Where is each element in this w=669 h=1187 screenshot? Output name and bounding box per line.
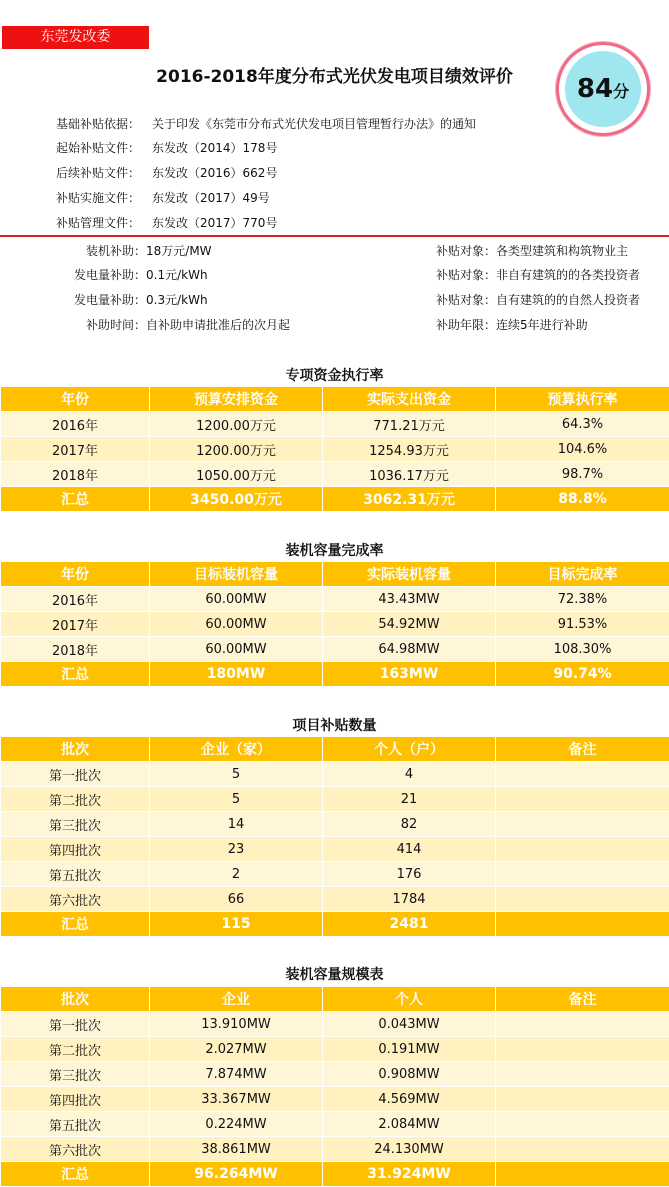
table-cell: 2017年 — [1, 612, 150, 637]
total-cell: 汇总 — [1, 1162, 150, 1187]
basis-row — [56, 189, 270, 207]
table-cell: 0.908MW — [323, 1062, 496, 1087]
table-row — [1, 812, 669, 837]
info-value: 18万元/MW — [146, 244, 212, 258]
table-cell — [496, 1087, 669, 1112]
table-cell: 第四批次 — [1, 1087, 150, 1112]
table-cell: 414 — [323, 837, 496, 862]
table-row — [1, 1112, 669, 1137]
basis-label: 起始补贴文件： — [56, 141, 141, 155]
total-cell: 3450.00万元 — [150, 487, 323, 512]
table-total-row — [1, 487, 669, 512]
table-total-row — [1, 912, 669, 937]
capacity-scale-table — [0, 986, 669, 1187]
table-row — [1, 887, 669, 912]
score-unit: 分 — [613, 82, 630, 101]
subsidy-count-table — [0, 736, 669, 937]
table-cell: 82 — [323, 812, 496, 837]
table-cell: 21 — [323, 787, 496, 812]
info-label: 发电量补助： — [73, 268, 146, 282]
info-row — [50, 291, 208, 309]
info-value: 各类型建筑和构筑物业主 — [496, 244, 629, 258]
total-cell: 180MW — [150, 662, 323, 687]
table-cell — [496, 762, 669, 787]
table-cell: 4 — [323, 762, 496, 787]
table-cell: 2016年 — [1, 412, 150, 437]
table-total-row — [1, 662, 669, 687]
info-label: 补贴对象： — [435, 244, 496, 258]
basis-label: 基础补贴依据： — [56, 117, 141, 131]
header-cell: 备注 — [496, 987, 669, 1012]
table-row — [1, 462, 669, 487]
info-label: 补助时间： — [85, 318, 146, 332]
header-cell: 预算安排资金 — [150, 387, 323, 412]
page-title: 2016-2018年度分布式光伏发电项目绩效评价 — [156, 67, 513, 87]
table-cell: 第六批次 — [1, 887, 150, 912]
basis-value: 关于印发《东莞市分布式光伏发电项目管理暂行办法》的通知 — [152, 117, 477, 131]
header-cell: 批次 — [1, 987, 150, 1012]
table-row — [1, 1087, 669, 1112]
table-row — [1, 587, 669, 612]
basis-value: 东发改（2014）178号 — [152, 141, 278, 155]
table-cell: 第四批次 — [1, 837, 150, 862]
fund-execution-table — [0, 386, 669, 512]
info-value: 0.1元/kWh — [146, 268, 208, 282]
basis-label: 后续补贴文件： — [56, 166, 141, 180]
table-cell: 108.30% — [496, 637, 669, 662]
info-value: 自补助申请批准后的次月起 — [146, 318, 291, 332]
info-label: 装机补助： — [85, 244, 146, 258]
info-label: 补贴对象： — [435, 293, 496, 307]
table-cell: 5 — [150, 762, 323, 787]
header-cell: 年份 — [1, 562, 150, 587]
divider-line — [0, 235, 669, 237]
header-cell: 备注 — [496, 737, 669, 762]
score-value: 84 — [576, 74, 614, 104]
table-cell — [496, 887, 669, 912]
info-row — [50, 266, 208, 284]
table-row — [1, 1062, 669, 1087]
table-cell: 4.569MW — [323, 1087, 496, 1112]
table-cell: 1050.00万元 — [150, 462, 323, 487]
table-cell: 1254.93万元 — [323, 437, 496, 462]
table-row — [1, 1137, 669, 1162]
table-cell: 98.7% — [496, 462, 669, 487]
table-header-row — [1, 987, 669, 1012]
total-cell: 90.74% — [496, 662, 669, 687]
info-label: 补贴对象： — [435, 268, 496, 282]
table-cell: 第二批次 — [1, 787, 150, 812]
total-cell: 2481 — [323, 912, 496, 937]
table-cell: 66 — [150, 887, 323, 912]
basis-row — [56, 115, 476, 133]
total-cell: 汇总 — [1, 662, 150, 687]
table-row — [1, 437, 669, 462]
basis-row — [56, 139, 277, 157]
total-cell: 88.8% — [496, 487, 669, 512]
header-cell: 实际支出资金 — [323, 387, 496, 412]
table-cell: 第一批次 — [1, 762, 150, 787]
table-cell — [496, 837, 669, 862]
table-cell: 1036.17万元 — [323, 462, 496, 487]
info-row — [50, 242, 212, 260]
table-cell: 771.21万元 — [323, 412, 496, 437]
table-cell: 13.910MW — [150, 1012, 323, 1037]
total-cell: 汇总 — [1, 912, 150, 937]
info-value: 非自有建筑的的各类投资者 — [496, 268, 641, 282]
table-cell: 第二批次 — [1, 1037, 150, 1062]
table-row — [1, 637, 669, 662]
table-cell — [496, 1037, 669, 1062]
section-title-capacity-completion: 装机容量完成率 — [285, 543, 384, 559]
table-cell: 2018年 — [1, 462, 150, 487]
table-cell: 2 — [150, 862, 323, 887]
info-value: 0.3元/kWh — [146, 293, 208, 307]
table-cell: 60.00MW — [150, 587, 323, 612]
table-cell: 14 — [150, 812, 323, 837]
table-cell: 0.224MW — [150, 1112, 323, 1137]
table-cell: 第五批次 — [1, 862, 150, 887]
table-cell: 第五批次 — [1, 1112, 150, 1137]
total-cell: 115 — [150, 912, 323, 937]
info-row — [50, 316, 290, 334]
basis-value: 东发改（2016）662号 — [152, 166, 278, 180]
header-cell: 个人（户） — [323, 737, 496, 762]
table-cell: 64.3% — [496, 412, 669, 437]
table-cell: 0.191MW — [323, 1037, 496, 1062]
table-cell: 2.084MW — [323, 1112, 496, 1137]
table-row — [1, 837, 669, 862]
header-cell: 批次 — [1, 737, 150, 762]
table-row — [1, 787, 669, 812]
total-cell: 汇总 — [1, 487, 150, 512]
table-cell: 第三批次 — [1, 1062, 150, 1087]
table-cell — [496, 1112, 669, 1137]
table-header-row — [1, 562, 669, 587]
header-cell: 实际装机容量 — [323, 562, 496, 587]
table-cell: 2.027MW — [150, 1037, 323, 1062]
table-cell: 60.00MW — [150, 612, 323, 637]
section-title-capacity-scale: 装机容量规模表 — [285, 967, 384, 983]
header-cell: 年份 — [1, 387, 150, 412]
table-row — [1, 1012, 669, 1037]
table-total-row — [1, 1162, 669, 1187]
table-cell — [496, 1012, 669, 1037]
table-row — [1, 762, 669, 787]
table-cell: 91.53% — [496, 612, 669, 637]
info-value: 连续5年进行补助 — [496, 318, 588, 332]
table-cell — [496, 812, 669, 837]
table-cell — [496, 787, 669, 812]
table-cell: 第六批次 — [1, 1137, 150, 1162]
total-cell — [496, 1162, 669, 1187]
header-cell: 目标装机容量 — [150, 562, 323, 587]
table-cell: 60.00MW — [150, 637, 323, 662]
table-cell: 38.861MW — [150, 1137, 323, 1162]
table-cell: 2017年 — [1, 437, 150, 462]
header-cell: 企业 — [150, 987, 323, 1012]
department-tag: 东莞发改委 — [2, 26, 149, 49]
total-cell: 3062.31万元 — [323, 487, 496, 512]
table-cell: 0.043MW — [323, 1012, 496, 1037]
basis-value: 东发改（2017）770号 — [152, 216, 278, 230]
total-cell: 96.264MW — [150, 1162, 323, 1187]
table-row — [1, 862, 669, 887]
header-cell: 企业（家） — [150, 737, 323, 762]
total-cell: 163MW — [323, 662, 496, 687]
table-cell: 54.92MW — [323, 612, 496, 637]
table-cell: 1784 — [323, 887, 496, 912]
table-cell: 176 — [323, 862, 496, 887]
info-value: 自有建筑的的自然人投资者 — [496, 293, 641, 307]
basis-label: 补贴实施文件： — [56, 191, 141, 205]
table-header-row — [1, 387, 669, 412]
basis-row — [56, 164, 277, 182]
total-cell: 31.924MW — [323, 1162, 496, 1187]
table-cell: 1200.00万元 — [150, 412, 323, 437]
basis-row — [56, 214, 277, 232]
table-cell: 43.43MW — [323, 587, 496, 612]
table-cell — [496, 1137, 669, 1162]
table-cell: 1200.00万元 — [150, 437, 323, 462]
table-cell: 2018年 — [1, 637, 150, 662]
table-cell: 2016年 — [1, 587, 150, 612]
score-badge — [556, 42, 650, 136]
section-title-fund-execution: 专项资金执行率 — [285, 368, 384, 384]
table-cell: 33.367MW — [150, 1087, 323, 1112]
info-label: 发电量补助： — [73, 293, 146, 307]
table-header-row — [1, 737, 669, 762]
table-cell: 104.6% — [496, 437, 669, 462]
table-cell: 23 — [150, 837, 323, 862]
info-row — [420, 291, 640, 309]
basis-label: 补贴管理文件： — [56, 216, 141, 230]
table-row — [1, 612, 669, 637]
table-cell: 64.98MW — [323, 637, 496, 662]
table-cell — [496, 862, 669, 887]
header-cell: 目标完成率 — [496, 562, 669, 587]
table-cell — [496, 1062, 669, 1087]
basis-value: 东发改（2017）49号 — [152, 191, 270, 205]
table-cell: 24.130MW — [323, 1137, 496, 1162]
info-row — [420, 316, 588, 334]
table-cell: 5 — [150, 787, 323, 812]
total-cell — [496, 912, 669, 937]
table-row — [1, 1037, 669, 1062]
table-cell: 第三批次 — [1, 812, 150, 837]
section-title-subsidy-count: 项目补贴数量 — [292, 718, 377, 734]
capacity-completion-table — [0, 561, 669, 687]
header-cell: 个人 — [323, 987, 496, 1012]
header-cell: 预算执行率 — [496, 387, 669, 412]
table-row — [1, 412, 669, 437]
table-cell: 72.38% — [496, 587, 669, 612]
info-row — [420, 242, 628, 260]
table-cell: 7.874MW — [150, 1062, 323, 1087]
table-cell: 第一批次 — [1, 1012, 150, 1037]
info-row — [420, 266, 640, 284]
info-label: 补助年限： — [435, 318, 496, 332]
